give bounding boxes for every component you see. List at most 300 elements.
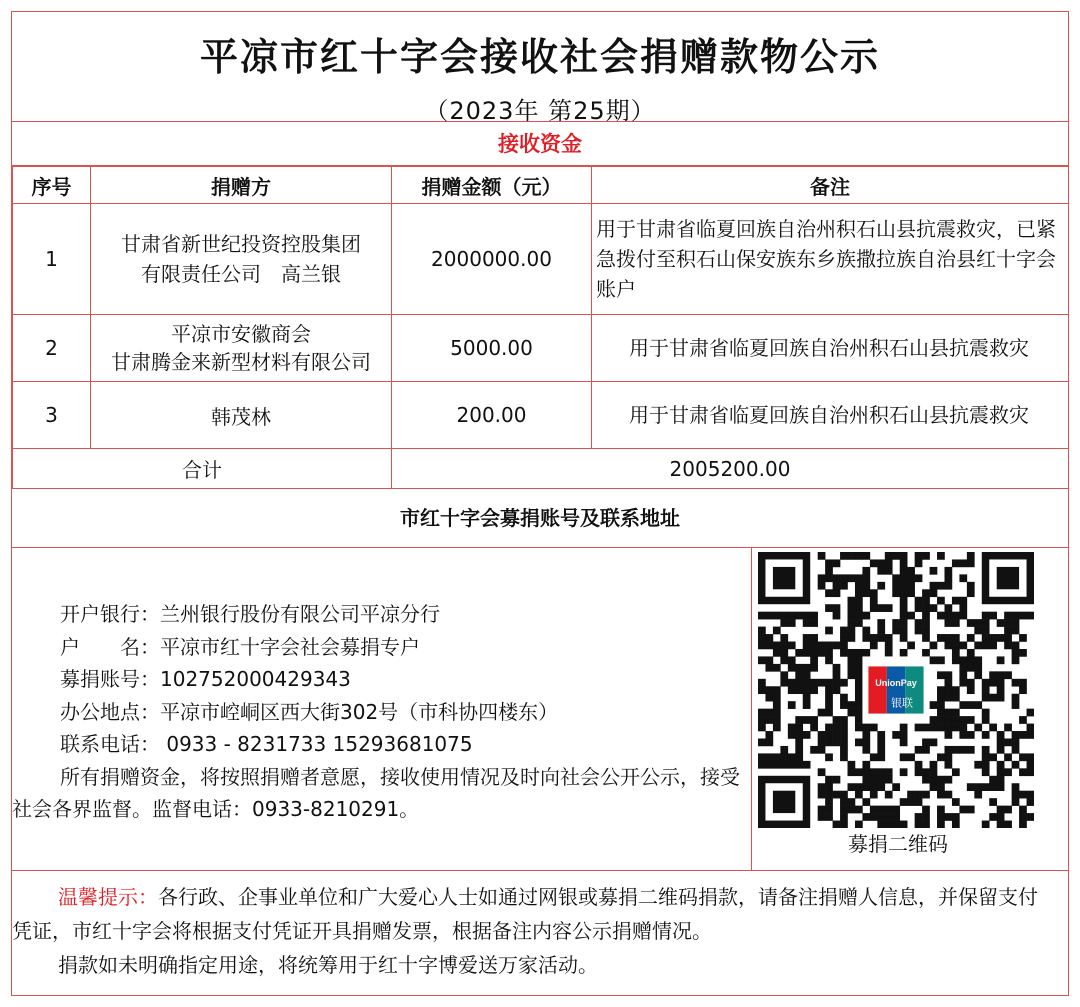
qr-module — [870, 604, 878, 612]
qr-module — [989, 679, 997, 687]
qr-module — [758, 724, 766, 732]
qr-module — [803, 649, 811, 657]
qr-module — [788, 679, 796, 687]
qr-module — [855, 821, 863, 828]
qr-module — [989, 776, 997, 784]
row-donor — [91, 204, 392, 315]
qr-module — [915, 798, 923, 806]
qr-module — [892, 574, 900, 582]
qr-module — [944, 776, 952, 784]
unionpay-stripe-red — [868, 666, 886, 713]
donor-line: 甘肃省新世纪投资控股集团 — [121, 232, 361, 256]
qr-module — [1012, 746, 1020, 754]
qr-module — [877, 821, 885, 828]
qr-module — [952, 709, 960, 717]
qr-module — [967, 649, 975, 657]
qr-module — [974, 791, 982, 799]
qr-module — [825, 604, 833, 612]
qr-module — [974, 656, 982, 664]
qr-module — [848, 709, 856, 717]
qr-module — [833, 791, 841, 799]
qr-module — [937, 776, 945, 784]
qr-module — [833, 671, 841, 679]
qr-module — [848, 671, 856, 679]
qr-module — [855, 694, 863, 702]
qr-module — [915, 791, 923, 799]
qr-module — [848, 597, 856, 605]
qr-module — [1019, 716, 1027, 724]
qr-module — [952, 649, 960, 657]
qr-module — [855, 783, 863, 791]
donor-line: 有限责任公司 高兰银 — [141, 262, 341, 286]
qr-module — [803, 612, 811, 620]
qr-module — [1019, 806, 1027, 814]
qr-module — [885, 776, 893, 784]
qr-module — [780, 679, 788, 687]
qr-module — [907, 791, 915, 799]
qr-module — [967, 559, 975, 567]
qr-module — [885, 552, 893, 560]
qr-module — [765, 656, 773, 664]
qr-module — [974, 627, 982, 635]
total-row — [13, 449, 1069, 489]
row-no: 2 — [13, 315, 91, 382]
qr-module — [825, 731, 833, 739]
qr-module — [982, 783, 990, 791]
qr-module — [900, 589, 908, 597]
qr-module — [915, 813, 923, 821]
qr-module — [765, 694, 773, 702]
qr-module — [1019, 791, 1027, 799]
total-value: 2005200.00 — [392, 449, 1069, 489]
qr-module — [803, 701, 811, 709]
qr-module — [937, 701, 945, 709]
qr-module — [780, 671, 788, 679]
qr-module — [900, 731, 908, 739]
qr-module — [758, 679, 766, 687]
qr-module — [825, 753, 833, 761]
header-amount: 捐赠金额（元） — [392, 167, 592, 204]
qr-module — [862, 776, 870, 784]
qr-module — [959, 597, 967, 605]
donor-line: 韩茂林 — [211, 404, 271, 429]
qr-module — [952, 642, 960, 650]
qr-module — [862, 589, 870, 597]
qr-module — [825, 806, 833, 814]
qr-module — [959, 612, 967, 620]
qr-module — [915, 768, 923, 776]
qr-module — [862, 768, 870, 776]
qr-module — [930, 776, 938, 784]
qr-module — [959, 642, 967, 650]
qr-module — [959, 604, 967, 612]
qr-module — [922, 552, 930, 560]
tips-text: 各行政、企事业单位和广大爱心人士如通过网银或募捐二维码捐款，请备注捐赠人信息，并保留支付凭证，市红十字会将根据支付凭证开具捐赠发票，根据备注内容公示捐赠情况。 — [12, 885, 1038, 943]
qr-module — [937, 716, 945, 724]
qr-module — [1004, 753, 1012, 761]
row-note: 用于甘肃省临夏回族自治州积石山县抗震救灾，已紧急拨付至积石山保安族东乡族撒拉族自治县红十字会账户 — [592, 204, 1069, 315]
qr-module — [989, 724, 997, 732]
qr-module — [900, 597, 908, 605]
qr-module — [765, 738, 773, 746]
qr-module — [758, 656, 766, 664]
qr-module — [900, 627, 908, 635]
qr-module — [862, 574, 870, 582]
qr-module — [1027, 731, 1034, 739]
qr-module — [810, 716, 818, 724]
qr-module — [952, 656, 960, 664]
qr-module — [870, 753, 878, 761]
qr-module — [885, 791, 893, 799]
qr-module — [848, 761, 856, 769]
qr-caption: 募捐二维码 — [848, 832, 948, 856]
qr-module — [780, 746, 788, 754]
qr-module — [944, 746, 952, 754]
qr-module — [758, 738, 766, 746]
qr-module — [855, 597, 863, 605]
qr-module — [840, 552, 848, 560]
qr-module — [825, 813, 833, 821]
qr-module — [952, 768, 960, 776]
qr-module — [773, 627, 781, 635]
qr-module — [915, 559, 923, 567]
qr-module — [915, 597, 923, 605]
qr-module — [952, 821, 960, 828]
qr-module — [997, 656, 1005, 664]
qr-module — [870, 724, 878, 732]
qr-module — [989, 813, 997, 821]
qr-module — [818, 552, 826, 560]
qr-module — [840, 642, 848, 650]
qr-module — [982, 642, 990, 650]
qr-module — [922, 821, 930, 828]
qr-module — [795, 724, 803, 732]
qr-module — [825, 686, 833, 694]
qr-module — [959, 679, 967, 687]
qr-module — [855, 582, 863, 590]
qr-module — [1027, 768, 1034, 776]
qr-module — [862, 634, 870, 642]
qr-module — [989, 612, 997, 620]
qr-module — [758, 753, 766, 761]
qr-module — [900, 768, 908, 776]
qr-module — [818, 731, 826, 739]
qr-module — [944, 582, 952, 590]
qr-module — [818, 783, 826, 791]
qr-module — [803, 686, 811, 694]
qr-module — [982, 612, 990, 620]
qr-module — [758, 709, 766, 717]
qr-module — [959, 806, 967, 814]
qr-module — [959, 671, 967, 679]
qr-module — [833, 738, 841, 746]
qr-module — [1004, 738, 1012, 746]
qr-module — [795, 716, 803, 724]
qr-module — [967, 679, 975, 687]
qr-module — [922, 649, 930, 657]
qr-module — [780, 612, 788, 620]
qr-module — [900, 552, 908, 560]
qr-module — [944, 574, 952, 582]
qr-module — [930, 768, 938, 776]
qr-module — [788, 724, 796, 732]
qr-module — [952, 686, 960, 694]
qr-module — [922, 619, 930, 627]
qr-module — [922, 604, 930, 612]
qr-module — [915, 821, 923, 828]
divider — [12, 870, 1068, 871]
qr-module — [833, 679, 841, 687]
qr-module — [825, 783, 833, 791]
qr-module — [855, 574, 863, 582]
qr-module — [780, 753, 788, 761]
qr-module — [833, 612, 841, 620]
qr-module — [937, 791, 945, 799]
qr-module — [825, 627, 833, 635]
qr-module — [944, 679, 952, 687]
qr-module — [915, 627, 923, 635]
qr-module — [773, 642, 781, 650]
qr-module — [1019, 679, 1027, 687]
qr-module — [937, 686, 945, 694]
qr-module — [862, 738, 870, 746]
qr-module — [900, 821, 908, 828]
qr-module — [959, 574, 967, 582]
qr-module — [997, 686, 1005, 694]
qr-module — [915, 604, 923, 612]
qr-module — [989, 783, 997, 791]
qr-module — [952, 724, 960, 732]
qr-module — [795, 753, 803, 761]
qr-module — [848, 627, 856, 635]
qr-module — [937, 634, 945, 642]
qr-module — [944, 731, 952, 739]
qr-module — [937, 694, 945, 702]
qr-module — [959, 746, 967, 754]
qr-module — [803, 694, 811, 702]
qr-module — [892, 589, 900, 597]
qr-module — [930, 716, 938, 724]
qr-module — [997, 679, 1005, 687]
tips-label: 温馨提示： — [58, 885, 158, 909]
qr-module — [862, 724, 870, 732]
qr-module — [773, 724, 781, 732]
qr-module — [930, 738, 938, 746]
qr-module — [840, 574, 848, 582]
header-note: 备注 — [592, 167, 1069, 204]
qr-module — [1019, 686, 1027, 694]
qr-module — [825, 798, 833, 806]
qr-module — [825, 694, 833, 702]
qr-module — [758, 716, 766, 724]
qr-module — [833, 724, 841, 732]
qr-module — [1027, 813, 1034, 821]
qr-module — [922, 813, 930, 821]
qr-module — [788, 686, 796, 694]
qr-module — [915, 619, 923, 627]
qr-module — [1027, 798, 1034, 806]
qr-module — [944, 813, 952, 821]
qr-module — [780, 642, 788, 650]
qr-module — [944, 709, 952, 717]
qr-module — [1027, 724, 1034, 732]
qr-module — [848, 574, 856, 582]
qr-module — [765, 642, 773, 650]
qr-module — [937, 813, 945, 821]
qr-module — [952, 619, 960, 627]
qr-module — [765, 716, 773, 724]
donation-qr-code[interactable] — [758, 552, 1034, 828]
qr-module — [1019, 813, 1027, 821]
qr-module — [833, 642, 841, 650]
qr-module — [1027, 612, 1034, 620]
qr-module — [840, 791, 848, 799]
qr-module — [758, 642, 766, 650]
qr-module — [1019, 612, 1027, 620]
qr-module — [930, 761, 938, 769]
qr-module — [765, 731, 773, 739]
qr-module — [952, 559, 960, 567]
qr-module — [900, 619, 908, 627]
qr-module — [907, 574, 915, 582]
row-note: 用于甘肃省临夏回族自治州积石山县抗震救灾 — [592, 382, 1069, 449]
qr-module — [1019, 768, 1027, 776]
qr-module — [788, 701, 796, 709]
qr-module — [855, 768, 863, 776]
qr-module — [795, 738, 803, 746]
qr-module — [773, 664, 781, 672]
qr-module — [959, 664, 967, 672]
qr-module — [982, 686, 990, 694]
qr-module — [997, 731, 1005, 739]
row-amount: 5000.00 — [392, 315, 592, 382]
qr-module — [967, 552, 975, 560]
qr-module — [944, 671, 952, 679]
qr-module — [877, 776, 885, 784]
qr-panel — [752, 548, 1068, 871]
qr-module — [1012, 619, 1020, 627]
qr-module — [810, 649, 818, 657]
qr-module — [930, 656, 938, 664]
bank-line: 开户银行：兰州银行股份有限公司平凉分行 — [60, 602, 440, 626]
qr-module — [900, 604, 908, 612]
qr-module — [1004, 627, 1012, 635]
qr-module — [855, 738, 863, 746]
qr-module — [795, 679, 803, 687]
qr-module — [944, 724, 952, 732]
qr-module — [773, 686, 781, 694]
qr-module — [803, 731, 811, 739]
qr-module — [952, 798, 960, 806]
qr-module — [855, 612, 863, 620]
qr-module — [862, 582, 870, 590]
qr-module — [952, 634, 960, 642]
qr-module — [1012, 798, 1020, 806]
qr-module — [944, 634, 952, 642]
qr-module — [952, 716, 960, 724]
qr-module — [982, 679, 990, 687]
qr-module — [885, 821, 893, 828]
qr-module — [848, 552, 856, 560]
qr-module — [937, 709, 945, 717]
qr-module — [952, 597, 960, 605]
qr-module — [922, 724, 930, 732]
qr-module — [967, 806, 975, 814]
qr-module — [855, 701, 863, 709]
qr-module — [848, 649, 856, 657]
qr-module — [907, 612, 915, 620]
qr-module — [825, 574, 833, 582]
qr-module — [937, 753, 945, 761]
qr-module — [982, 753, 990, 761]
qr-module — [765, 709, 773, 717]
qr-module — [900, 634, 908, 642]
qr-module — [915, 724, 923, 732]
qr-module — [997, 634, 1005, 642]
qr-module — [840, 746, 848, 754]
qr-module — [907, 589, 915, 597]
qr-module — [937, 821, 945, 828]
qr-module — [825, 701, 833, 709]
qr-module — [840, 753, 848, 761]
qr-module — [758, 686, 766, 694]
qr-module — [870, 813, 878, 821]
qr-module — [795, 612, 803, 620]
qr-module — [795, 761, 803, 769]
qr-module — [967, 634, 975, 642]
qr-module — [1019, 649, 1027, 657]
qr-module — [959, 559, 967, 567]
qr-module — [930, 567, 938, 575]
qr-module — [855, 619, 863, 627]
qr-module — [989, 798, 997, 806]
qr-module — [788, 619, 796, 627]
donor-line: 平凉市安徽商会 — [171, 322, 311, 346]
qr-module — [1012, 656, 1020, 664]
qr-module — [900, 649, 908, 657]
qr-module — [944, 694, 952, 702]
qr-module — [937, 656, 945, 664]
qr-module — [1012, 731, 1020, 739]
qr-module — [862, 612, 870, 620]
qr-module — [773, 649, 781, 657]
row-donor — [91, 382, 392, 449]
qr-module — [840, 582, 848, 590]
qr-module — [870, 791, 878, 799]
qr-module — [848, 701, 856, 709]
qr-module — [937, 671, 945, 679]
qr-module — [877, 559, 885, 567]
qr-module — [840, 821, 848, 828]
tips-paragraph — [12, 880, 1068, 948]
qr-module — [758, 634, 766, 642]
qr-module — [944, 612, 952, 620]
qr-module — [907, 642, 915, 650]
qr-module — [870, 783, 878, 791]
qr-module — [907, 753, 915, 761]
contact-info — [12, 548, 752, 871]
qr-module — [892, 627, 900, 635]
qr-module — [930, 582, 938, 590]
qr-module — [989, 671, 997, 679]
statement-paragraph: 所有捐赠资金，将按照捐赠者意愿，接收使用情况及时向社会公开公示，接受社会各界监督。监督电话：0933-8210291。 — [12, 764, 740, 821]
qr-module — [855, 724, 863, 732]
qr-module — [788, 664, 796, 672]
qr-module — [803, 664, 811, 672]
qr-module — [944, 761, 952, 769]
qr-module — [825, 679, 833, 687]
qr-module — [877, 783, 885, 791]
